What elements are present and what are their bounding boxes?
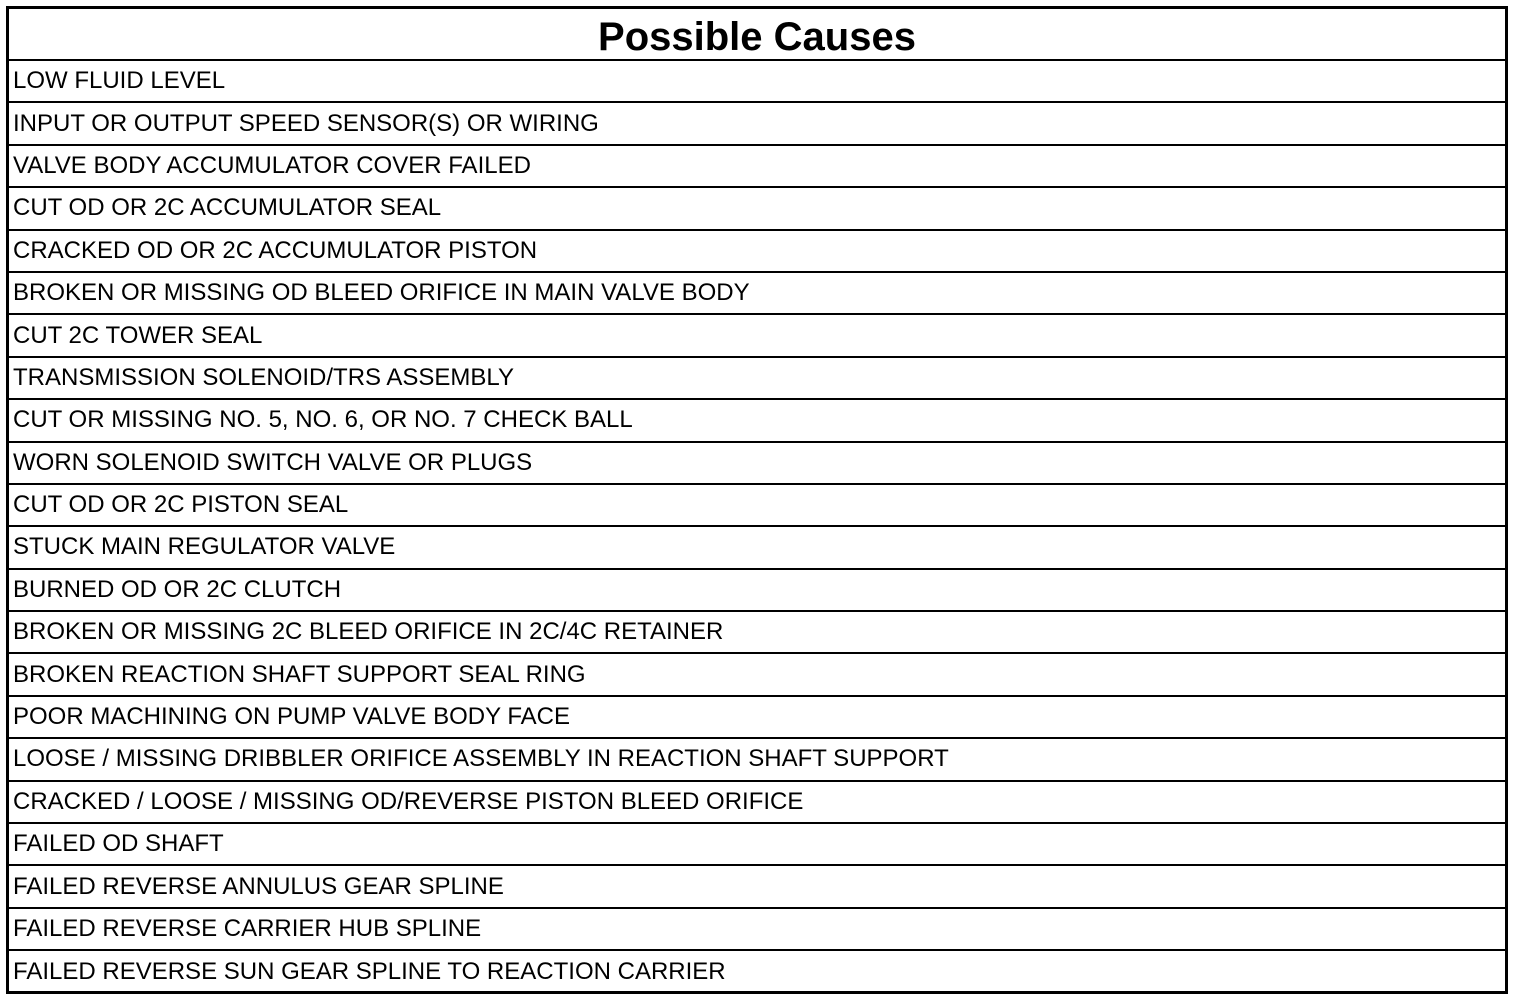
cause-row: FAILED REVERSE CARRIER HUB SPLINE bbox=[9, 909, 1505, 951]
cause-row: BROKEN REACTION SHAFT SUPPORT SEAL RING bbox=[9, 654, 1505, 696]
cause-row: POOR MACHINING ON PUMP VALVE BODY FACE bbox=[9, 697, 1505, 739]
cause-row: BROKEN OR MISSING 2C BLEED ORIFICE IN 2C/4C RETAINER bbox=[9, 612, 1505, 654]
cause-row: CRACKED OD OR 2C ACCUMULATOR PISTON bbox=[9, 231, 1505, 273]
cause-row: CUT OD OR 2C ACCUMULATOR SEAL bbox=[9, 188, 1505, 230]
cause-row: WORN SOLENOID SWITCH VALVE OR PLUGS bbox=[9, 443, 1505, 485]
cause-row: CUT 2C TOWER SEAL bbox=[9, 315, 1505, 357]
cause-row: FAILED OD SHAFT bbox=[9, 824, 1505, 866]
possible-causes-table bbox=[6, 6, 1508, 994]
table-title: Possible Causes bbox=[598, 15, 916, 59]
cause-row: BURNED OD OR 2C CLUTCH bbox=[9, 570, 1505, 612]
cause-row: LOW FLUID LEVEL bbox=[9, 61, 1505, 103]
causes-list bbox=[9, 61, 1505, 994]
table-header bbox=[9, 9, 1505, 61]
cause-row: TRANSMISSION SOLENOID/TRS ASSEMBLY bbox=[9, 358, 1505, 400]
cause-row: INPUT OR OUTPUT SPEED SENSOR(S) OR WIRING bbox=[9, 103, 1505, 145]
cause-row: CUT OR MISSING NO. 5, NO. 6, OR NO. 7 CHECK BALL bbox=[9, 400, 1505, 442]
cause-row: STUCK MAIN REGULATOR VALVE bbox=[9, 527, 1505, 569]
cause-row: LOOSE / MISSING DRIBBLER ORIFICE ASSEMBLY IN REACTION SHAFT SUPPORT bbox=[9, 739, 1505, 781]
cause-row: VALVE BODY ACCUMULATOR COVER FAILED bbox=[9, 146, 1505, 188]
cause-row: CRACKED / LOOSE / MISSING OD/REVERSE PISTON BLEED ORIFICE bbox=[9, 782, 1505, 824]
cause-row: CUT OD OR 2C PISTON SEAL bbox=[9, 485, 1505, 527]
cause-row: FAILED REVERSE ANNULUS GEAR SPLINE bbox=[9, 866, 1505, 908]
cause-row: BROKEN OR MISSING OD BLEED ORIFICE IN MAIN VALVE BODY bbox=[9, 273, 1505, 315]
cause-row: FAILED REVERSE SUN GEAR SPLINE TO REACTION CARRIER bbox=[13, 958, 726, 986]
